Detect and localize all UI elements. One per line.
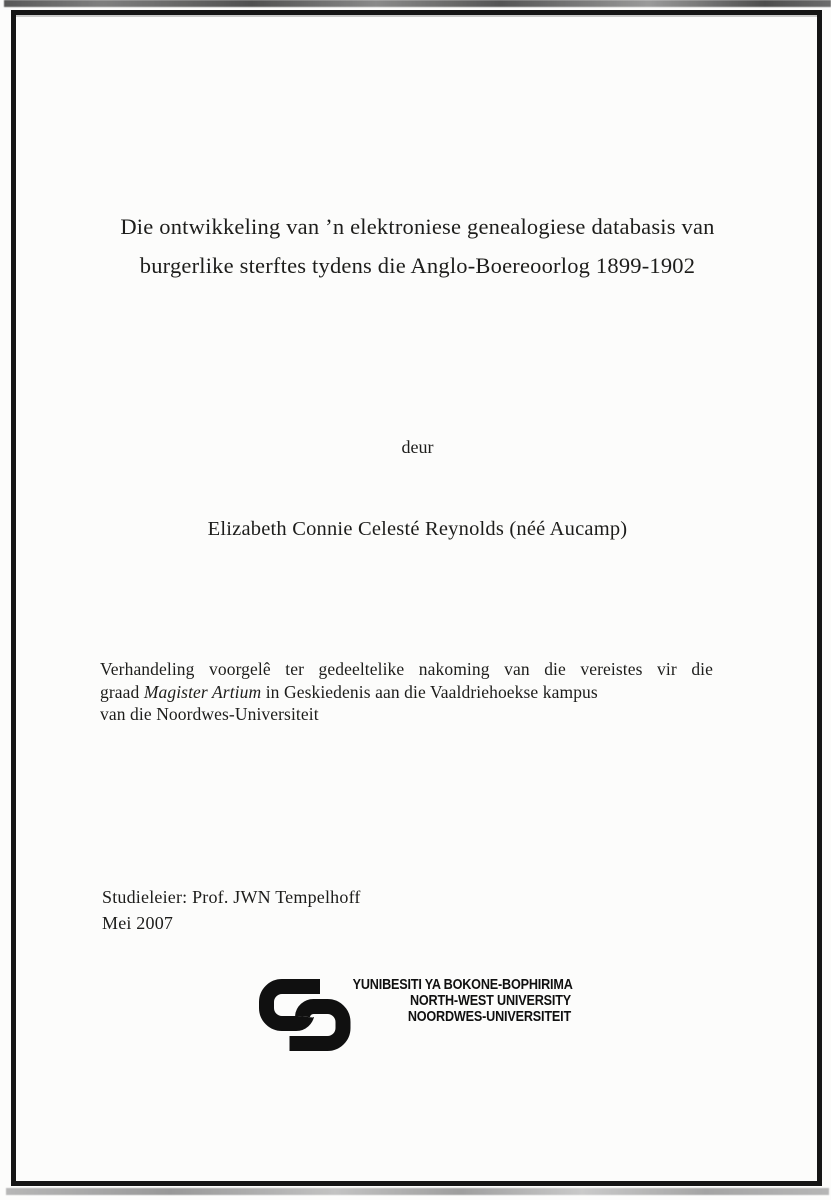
supervisor-line: Studieleier: Prof. JWN Tempelhoff: [102, 887, 361, 907]
statement-line-2: [100, 681, 713, 704]
byline-deur: deur: [401, 437, 434, 457]
degree-name: Magister Artium: [143, 681, 262, 702]
logo-line-english: NORTH-WEST UNIVERSITY: [409, 993, 571, 1009]
statement-line-3: van die Noordwes-Universiteit: [100, 704, 319, 725]
title-line-2: burgerlike sterftes tydens die Anglo-Boereoorlog 1899-1902: [139, 253, 696, 278]
logo-line-setswana: YUNIBESITI YA BOKONE-BOPHIRIMA: [352, 977, 573, 993]
title-line-1: Die ontwikkeling van ’n elektroniese genealogiese databasis van: [120, 214, 715, 239]
scan-artifact-bottom: [6, 1188, 829, 1195]
date-line: Mei 2007: [102, 912, 174, 933]
statement-line-1: Verhandeling voorgelê ter gedeeltelike nakoming van die vereistes vir die: [100, 659, 713, 679]
statement-line-2-suffix: in Geskiedenis aan die Vaaldriehoekse kampus: [261, 681, 598, 702]
statement-line-2-prefix: graad: [100, 681, 144, 702]
supervisor-block: [102, 885, 361, 936]
author-name: Elizabeth Connie Celesté Reynolds (néé Aucamp): [207, 518, 628, 540]
university-logo: [256, 976, 576, 1058]
scan-artifact-top: [4, 0, 831, 7]
thesis-title: [95, 207, 740, 285]
university-logo-text: [320, 977, 571, 1025]
logo-line-afrikaans: NOORDWES-UNIVERSITEIT: [407, 1009, 571, 1025]
thesis-statement: [100, 658, 713, 726]
